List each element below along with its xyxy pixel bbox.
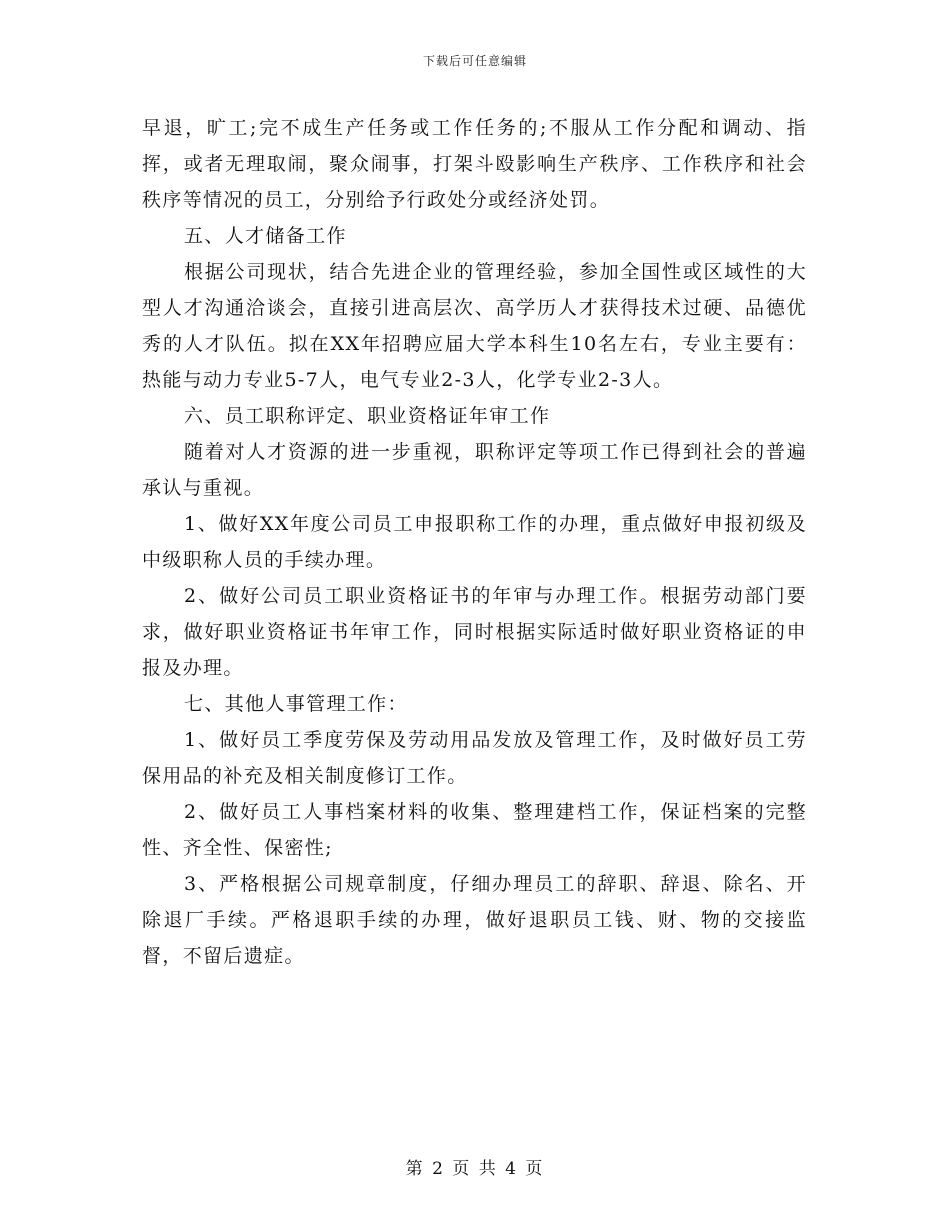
page-header: 下载后可任意编辑: [422, 54, 527, 68]
section-heading-7: 七、其他人事管理工作：: [184, 693, 408, 715]
list-item-6-1: 1、做好XX年度公司员工申报职称工作的办理，重点做好申报初级及中级职称人员的手续办理。: [142, 513, 807, 571]
section-heading-6: 六、员工职称评定、职业资格证年审工作: [184, 405, 551, 427]
footer-total-pages: 4: [505, 1159, 518, 1179]
footer-suffix: 页: [525, 1159, 545, 1179]
paragraph-title-evaluation: 随着对人才资源的进一步重视，职称评定等项工作已得到社会的普遍承认与重视。: [142, 441, 807, 499]
list-item-7-3: 3、严格根据公司规章制度，仔细办理员工的辞职、辞退、除名、开除退厂手续。严格退职手续的办理，做好退职员工钱、财、物的交接监督，不留后遗症。: [142, 873, 807, 967]
page-footer: [0, 1154, 950, 1179]
paragraph-talent-reserve: 根据公司现状，结合先进企业的管理经验，参加全国性或区域性的大型人才沟通洽谈会，直接引进高层次、高学历人才获得技术过硬、品德优秀的人才队伍。拟在XX年招聘应届大学本科生10名左右，专业主要有：热能与动力专业5-7人，电气专业2-3人，化学专业2-3人。: [142, 261, 807, 391]
list-item-7-1: 1、做好员工季度劳保及劳动用品发放及管理工作，及时做好员工劳保用品的补充及相关制度修订工作。: [142, 729, 807, 787]
document-body: [142, 110, 807, 974]
footer-current-page: 2: [432, 1159, 445, 1179]
list-item-7-2: 2、做好员工人事档案材料的收集、整理建档工作，保证档案的完整性、齐全性、保密性;: [142, 801, 807, 859]
footer-middle: 页 共: [452, 1159, 498, 1179]
section-heading-5: 五、人才储备工作: [184, 225, 347, 247]
list-item-6-2: 2、做好公司员工职业资格证书的年审与办理工作。根据劳动部门要求，做好职业资格证书年审工作，同时根据实际适时做好职业资格证的申报及办理。: [142, 585, 807, 679]
footer-prefix: 第: [405, 1159, 425, 1179]
paragraph-1: 早退，旷工;完不成生产任务或工作任务的;不服从工作分配和调动、指挥，或者无理取闹，聚众闹事，打架斗殴影响生产秩序、工作秩序和社会秩序等情况的员工，分别给予行政处分或经济处罚。: [142, 117, 807, 211]
